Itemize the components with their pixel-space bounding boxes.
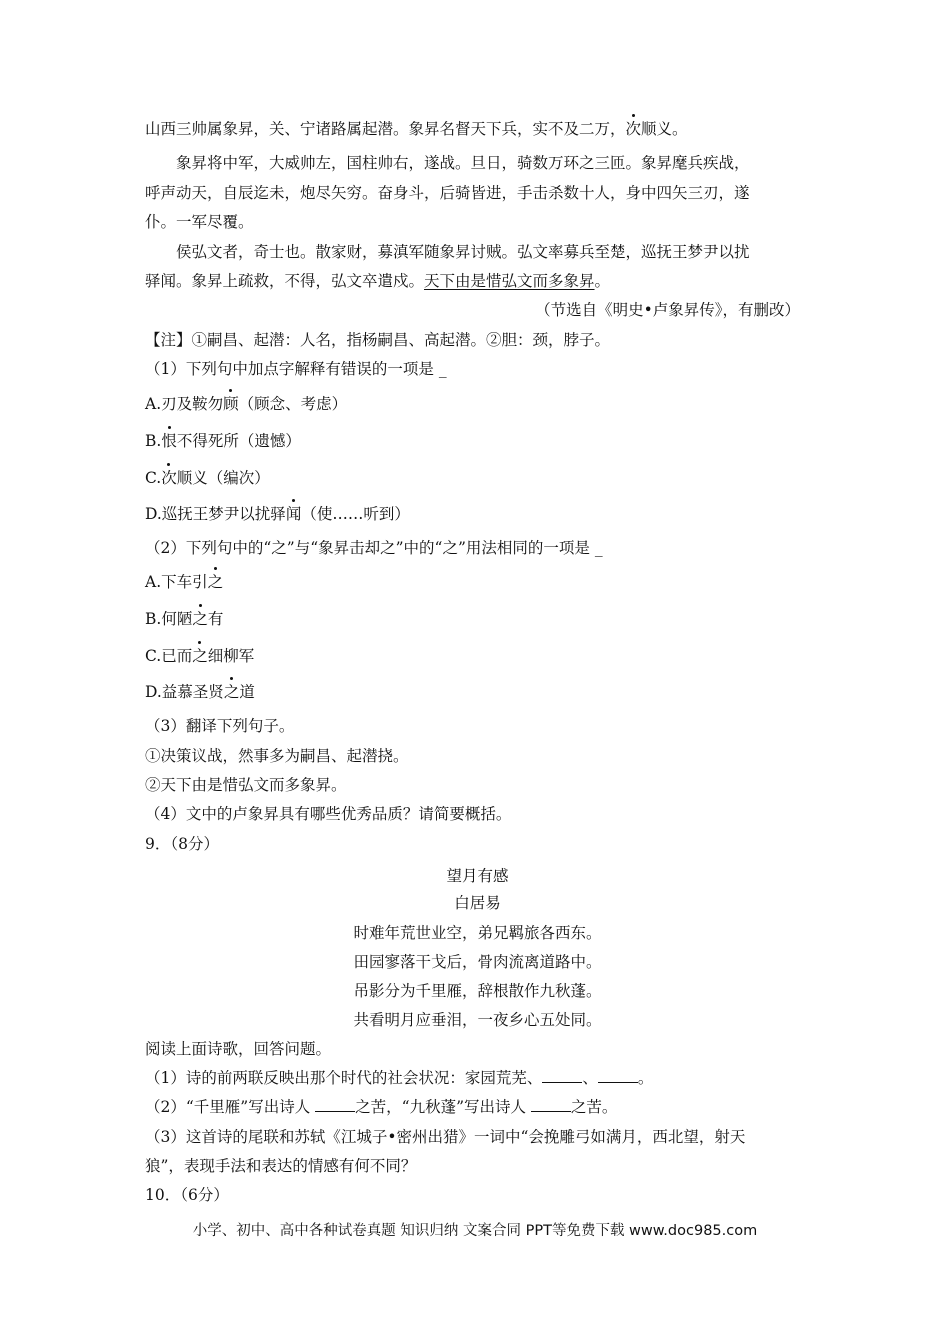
dotted-character: 闻 <box>285 505 302 523</box>
fill-in-blank[interactable] <box>531 1097 571 1112</box>
question-text: （1）诗的前两联反映出那个时代的社会状况：家园荒芜、 <box>145 1069 543 1087</box>
question-1-option-c <box>145 468 810 488</box>
passage-line: 仆。一军尽覆。 <box>145 213 254 231</box>
poem-author: 白居易 <box>454 894 501 912</box>
answer-blank: _ <box>438 360 447 378</box>
dotted-character: 次 <box>625 120 642 138</box>
question-text: （2）“千里雁”写出诗人 <box>145 1098 316 1116</box>
dotted-character: 之 <box>192 610 208 628</box>
passage-line: 呼声动天，自辰迄未，炮尽矢穷。奋身斗，后骑皆进，手击杀数十人，身中四矢三刃，遂 <box>145 184 750 202</box>
question-2-option-b <box>145 609 810 629</box>
passage-line <box>145 271 810 291</box>
passage-line: 侯弘文者，奇士也。散家财，募滇军随象昇讨贼。弘文率募兵至楚，巡抚王梦尹以扰 <box>176 243 750 261</box>
passage-text: 山西三帅属象昇，关、宁诸路属起潜。象昇名督天下兵，实不及二万， <box>145 120 626 138</box>
question-2-option-a <box>145 572 810 592</box>
question-1-option-a <box>145 394 810 414</box>
underlined-sentence: 天下由是惜弘文而多象昇 <box>424 272 595 290</box>
option-text: 细柳军 <box>207 647 255 665</box>
question-10-header: 10．（6分） <box>145 1186 229 1204</box>
passage-line <box>145 119 810 139</box>
fill-in-blank[interactable] <box>598 1068 638 1083</box>
question-9-sub-3: （3）这首诗的尾联和苏轼《江城子•密州出猎》一词中“会挽雕弓如满月，西北望，射天 <box>145 1128 746 1146</box>
option-text: B.何陋 <box>145 610 193 628</box>
question-2-option-d <box>145 682 810 702</box>
poem-line: 共看明月应垂泪，一夜乡心五处同。 <box>353 1011 602 1029</box>
option-text: C.已而 <box>145 647 193 665</box>
dotted-character: 次 <box>161 469 177 487</box>
option-text: A.下车引 <box>145 573 208 591</box>
question-2-option-c <box>145 646 810 666</box>
option-text: 顺义（编次） <box>176 469 270 487</box>
question-3-sentence-1: ①决策议战，然事多为嗣昌、起潜挠。 <box>145 747 409 765</box>
poem-line: 吊影分为千里雁，辞根散作九秋蓬。 <box>353 982 602 1000</box>
option-text: A.刃及鞍勿 <box>145 395 224 413</box>
question-text: 。 <box>637 1069 654 1087</box>
annotation-note: 【注】①嗣昌、起潜：人名，指杨嗣昌、高起潜。②胆：颈，脖子。 <box>145 331 611 349</box>
source-citation: （节选自《明史•卢象昇传》，有删改） <box>535 301 800 319</box>
question-9-sub-3-cont: 狼”，表现手法和表达的情感有何不同？ <box>145 1157 417 1175</box>
poem-line: 时难年荒世业空，弟兄羁旅各西东。 <box>353 924 602 942</box>
passage-text: 顺义。 <box>641 120 688 138</box>
option-text: （使……听到） <box>301 505 410 523</box>
option-text: 道 <box>239 683 255 701</box>
page-footer: 小学、初中、高中各种试卷真题 知识归纳 文案合同 PPT等免费下载 www.doc985.com <box>192 1223 758 1239</box>
option-text: D.益慕圣贤 <box>145 683 224 701</box>
poem-line: 田园寥落干戈后，骨肉流离道路中。 <box>353 953 602 971</box>
fill-in-blank[interactable] <box>542 1068 582 1083</box>
passage-line: 象昇将中军，大威帅左，国柱帅右，遂战。旦日，骑数万环之三匝。象昇麾兵疾战， <box>176 154 750 172</box>
dotted-character: 之 <box>223 683 240 701</box>
option-text: D.巡抚王梦尹以扰驿 <box>145 505 286 523</box>
option-text: 有 <box>207 610 224 628</box>
answer-blank: _ <box>594 539 603 557</box>
option-text: B. <box>145 432 162 450</box>
question-text: 之苦。 <box>570 1098 618 1116</box>
question-text: 、 <box>582 1069 598 1087</box>
question-2-stem <box>145 538 810 558</box>
question-4-stem: （4）文中的卢象昇具有哪些优秀品质？请简要概括。 <box>145 805 512 823</box>
question-9-sub-1 <box>145 1068 810 1088</box>
dotted-character: 之 <box>192 647 208 665</box>
question-3-stem: （3）翻译下列句子。 <box>145 717 295 735</box>
option-text: C. <box>145 469 162 487</box>
passage-text: 驿闻。象昇上疏救，不得，弘文卒遣戍。 <box>145 272 425 290</box>
question-9-instruction: 阅读上面诗歌，回答问题。 <box>145 1040 332 1058</box>
poem-title: 望月有感 <box>446 867 509 885</box>
dotted-character: 顾 <box>223 395 239 413</box>
question-text: （2）下列句中的“之”与“象昇击却之”中的“之”用法相同的一项是 <box>145 539 590 557</box>
passage-text: 。 <box>594 272 611 290</box>
dotted-character: 之 <box>207 573 224 591</box>
question-9-sub-2 <box>145 1097 810 1117</box>
fill-in-blank[interactable] <box>315 1097 355 1112</box>
question-1-option-d <box>145 504 810 524</box>
question-1-stem <box>145 359 810 379</box>
dotted-character: 恨 <box>161 432 177 450</box>
question-1-option-b <box>145 431 810 451</box>
question-9-header: 9．（8分） <box>145 835 219 853</box>
question-text: 之苦，“九秋蓬”写出诗人 <box>355 1098 531 1116</box>
option-text: 不得死所（遗憾） <box>176 432 301 450</box>
question-text: （1）下列句中加点字解释有错误的一项是 <box>145 360 434 378</box>
question-3-sentence-2: ②天下由是惜弘文而多象昇。 <box>145 776 347 794</box>
option-text: （顾念、考虑） <box>238 395 348 413</box>
